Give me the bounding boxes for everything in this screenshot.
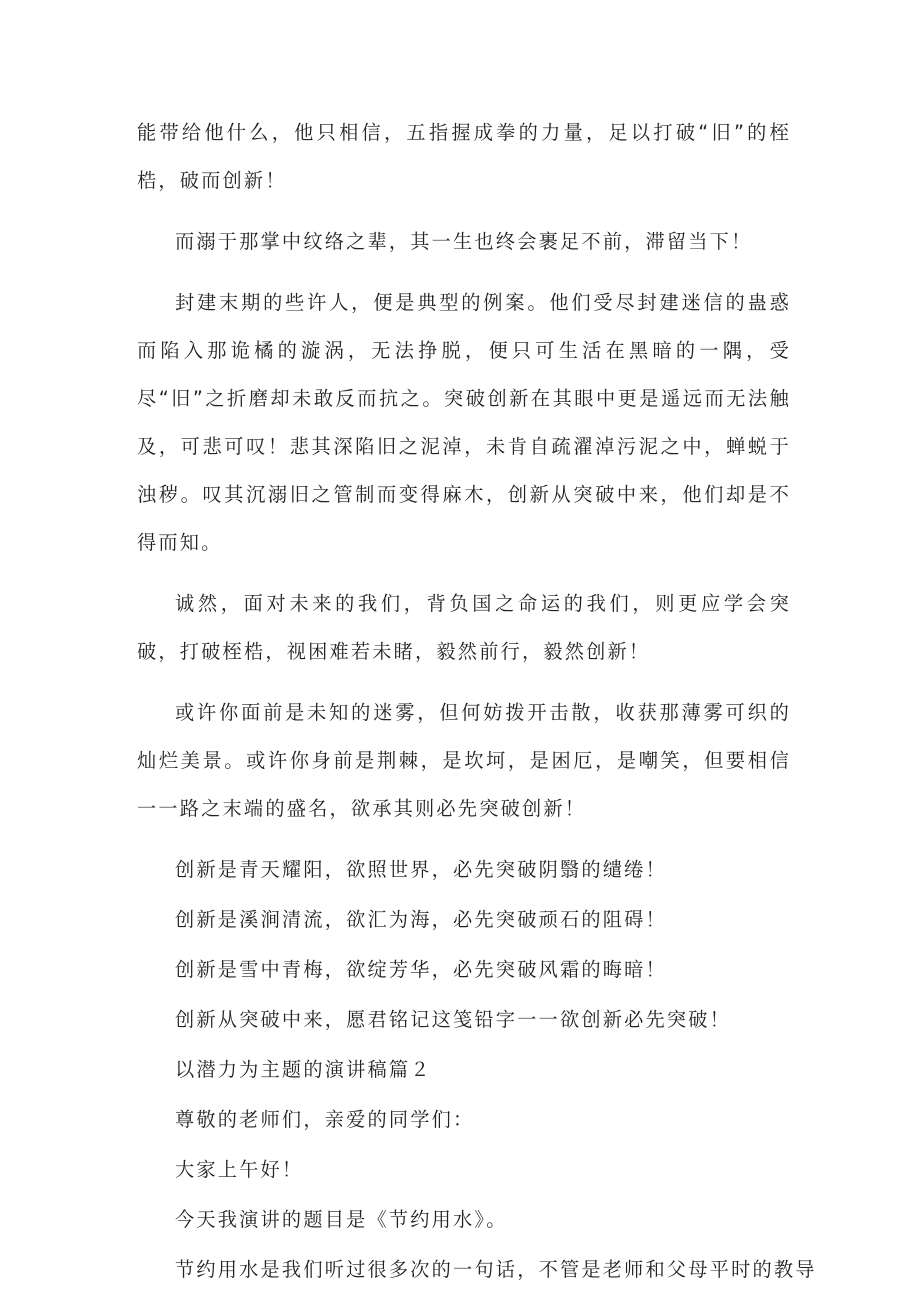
text-line: 节约用水是我们听过很多次的一句话，不管是老师和父母平时的教导 — [175, 1258, 817, 1281]
paragraph: 或许你面前是未知的迷雾，但何妨拨开击散，收获那薄雾可织的灿烂美景。或许你身前是荆棘，是坎坷，是困厄，是嘲笑，但要相信一一路之末端的盛名，欲承其则必先突破创新！ — [137, 701, 791, 820]
text-line: 创新是溪涧清流，欲汇为海，必先突破顽石的阻碍！ — [175, 908, 667, 931]
salutation: 尊敬的老师们，亲爱的同学们： — [175, 1108, 475, 1131]
text-line: 创新是青天耀阳，欲照世界，必先突破阴翳的缱绻！ — [175, 858, 667, 881]
paragraph: 封建末期的些许人，便是典型的例案。他们受尽封建迷信的蛊惑而陷入那诡橘的漩涡，无法挣脱，便只可生活在黑暗的一隅，受尽“旧”之折磨却未敢反而抗之。突破创新在其眼中更是遥远而无法触及，可悲可叹！悲其深陷旧之泥淖，未肯自疏濯淖污泥之中，蝉蜕于浊秽。叹其沉溺旧之管制而变得麻木，创新从突破中来，他们却是不得而知。 — [137, 291, 791, 554]
section-heading: 以潜力为主题的演讲稿篇２ — [175, 1058, 432, 1081]
text-line: 创新从突破中来，愿君铭记这笺铅字一一欲创新必先突破！ — [175, 1008, 732, 1031]
paragraph: 而溺于那掌中纹络之辈，其一生也终会裹足不前，滞留当下！ — [175, 230, 753, 253]
paragraph-continued: 能带给他什么，他只相信，五指握成拳的力量，足以打破“旧”的桎梏，破而创新！ — [137, 121, 791, 192]
paragraph: 诚然，面对未来的我们，背负国之命运的我们，则更应学会突破，打破桎梏，视困难若未睹，毅然前行，毅然创新！ — [137, 592, 791, 663]
greeting: 大家上午好！ — [175, 1158, 304, 1181]
document-body — [137, 109, 817, 1296]
text-line: 创新是雪中青梅，欲绽芳华，必先突破风霜的晦暗！ — [175, 958, 667, 981]
speech-topic: 今天我演讲的题目是《节约用水》。 — [175, 1208, 508, 1231]
